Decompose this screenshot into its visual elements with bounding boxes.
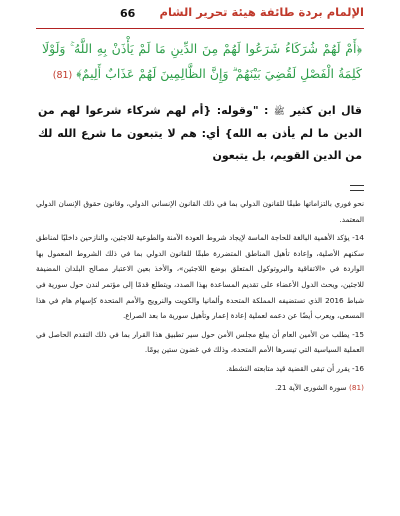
footnote-item-15: 15- يطلب من الأمين العام أن يبلغ مجلس الأمن حول سير تطبيق هذا القرار بما في ذلك التقدم الحاصل في العملية السياسية التي تيسرها الأمم المتحدة، وذلك في غضون ستين يومًا. bbox=[36, 329, 364, 355]
quran-verse: ﴿أَمْ لَهُمْ شُرَكَاءُ شَرَعُوا لَهُمْ مِنَ الدِّينِ مَا لَمْ يَأْذَنْ بِهِ اللَّهُ ۚ وَلَوْلَا كَلِمَةُ الْفَصْلِ لَقُضِيَ بَيْنَهُمْ ۗ وَإِنَّ الظَّالِمِينَ لَهُمْ عَذَابٌ أَلِيمٌ﴾ bbox=[42, 41, 362, 81]
footnotes-section bbox=[36, 196, 364, 398]
footnote-81-text: سورة الشورى الآية 21. bbox=[274, 382, 347, 392]
quran-verse-block bbox=[42, 36, 362, 88]
footnote-separator-second bbox=[350, 190, 364, 191]
tafsir-text: : "وقوله: {أم لهم شركاء شرعوا لهم من الدين ما لم يأذن به الله} أي: هم لا يتبعون ما شرع الله لك من الدين القويم، بل يتبعون bbox=[38, 104, 362, 162]
footnote-81-number: (81) bbox=[348, 382, 364, 392]
footnote-continuation: نحو فوري بالتزاماتها طبقًا للقانون الدولي بما في ذلك القانون الإنساني الدولي، وقانون حقوق الإنسان الدولي المعتمد. bbox=[36, 199, 364, 224]
tafsir-paragraph bbox=[38, 100, 362, 167]
running-title: الإلمام بردة طائفة هيئة تحرير الشام bbox=[159, 5, 364, 19]
footnote-item-16: 16- يقرر أن تبقى القضية قيد متابعته النشطة. bbox=[226, 363, 364, 373]
footnote-item-14: 14- يؤكد الأهمية البالغة للحاجة الماسة لإيجاد شروط العودة الآمنة والطوعية للاجئين، والنازحين داخليًا لمناطق سكنهم الأصلية، وإعادة تأهيل المناطق المتضررة طبقًا للقانون الدولي بما في ذلك الشروط المعمول بها الواردة في «الاتفاقية والبروتوكول المتعلق بوضع اللاجئين»، والأخذ بعين الاعتبار مصالح البلدان المضيفة للاجئين، ويحث الدول الأعضاء على تقديم المساعدة بهذا الصدد، ويتطلع قدمًا إلى مؤتمر لندن حول سورية في شباط 2016 الذي تستضيفه المملكة المتحدة وألمانيا والكويت والنرويج والأمم المتحدة كإسهام هام في هذا المسعى، ويعرب أيضًا عن دعمه لعملية إعادة إعمار وتأهيل سورية ما بعد الصراع. bbox=[36, 233, 365, 321]
page-number: 66 bbox=[120, 7, 136, 20]
page-header bbox=[36, 2, 364, 29]
honorific-symbol: ﷺ bbox=[273, 107, 285, 117]
tafsir-lead: قال ابن كثير bbox=[290, 104, 362, 117]
footnote-reference[interactable]: (81) bbox=[52, 70, 73, 81]
footnote-item-81 bbox=[36, 380, 364, 396]
footnote-separator bbox=[350, 185, 364, 186]
